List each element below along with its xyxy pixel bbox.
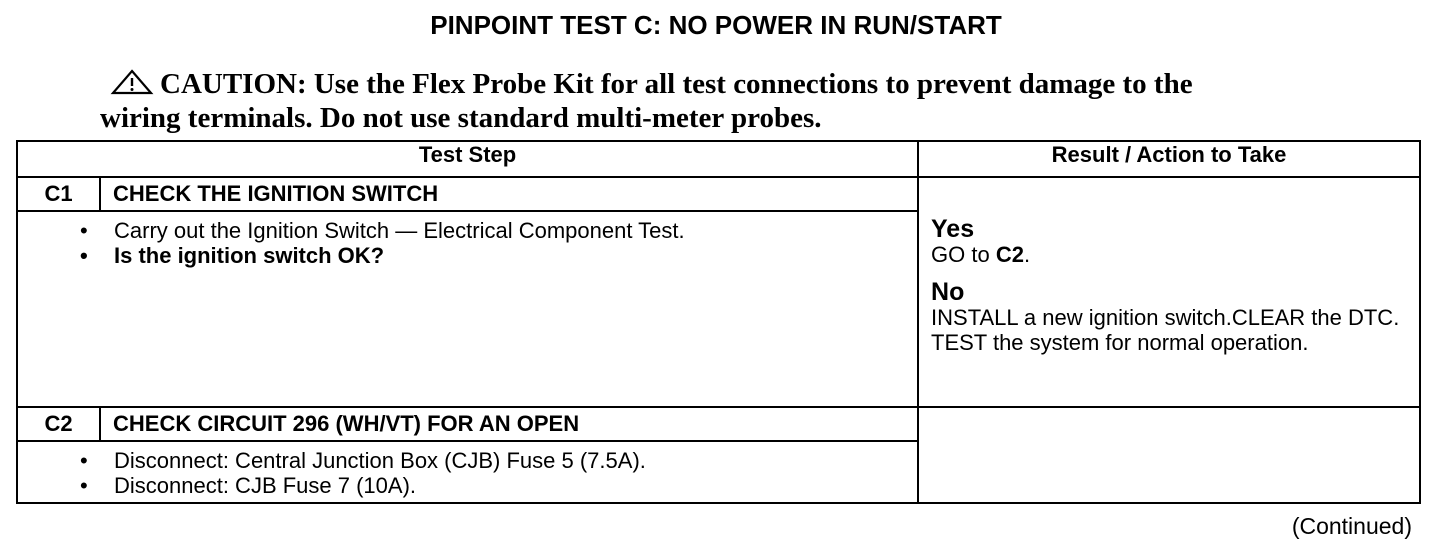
step-row-c2 xyxy=(17,407,1420,441)
no-action: INSTALL a new ignition switch.CLEAR the DTC. TEST the system for normal operation. xyxy=(931,305,1400,355)
bullet-icon: • xyxy=(80,448,88,473)
caution-line-1: CAUTION: Use the Flex Probe Kit for all test connections to prevent damage to the xyxy=(160,68,1193,100)
list-item xyxy=(80,218,917,243)
warning-triangle-icon xyxy=(110,69,154,102)
table-header-row xyxy=(17,141,1420,177)
pinpoint-test-table xyxy=(16,140,1421,504)
step-result-c2 xyxy=(918,407,1420,503)
continued-note: (Continued) xyxy=(1291,513,1412,539)
list-item xyxy=(80,243,917,268)
list-item xyxy=(80,473,917,498)
step-bullets xyxy=(18,442,917,498)
step-body-cell xyxy=(17,441,918,503)
step-name: CHECK CIRCUIT 296 (WH/VT) FOR AN OPEN xyxy=(100,407,918,441)
list-item xyxy=(80,448,917,473)
page-title: PINPOINT TEST C: NO POWER IN RUN/START xyxy=(430,10,1002,40)
caution-line-2: wiring terminals. Do not use standard multi-meter probes. xyxy=(100,102,822,134)
header-result: Result / Action to Take xyxy=(918,141,1420,177)
step-name: CHECK THE IGNITION SWITCH xyxy=(100,177,918,211)
bullet-icon: • xyxy=(80,218,88,243)
bullet-icon: • xyxy=(80,243,88,268)
step-result-c1 xyxy=(918,177,1420,407)
yes-action xyxy=(931,242,1413,267)
yes-label: Yes xyxy=(931,215,975,243)
no-label: No xyxy=(931,278,965,306)
step-id: C2 xyxy=(17,407,100,441)
yes-action-text: GO to xyxy=(931,242,996,267)
yes-action-ref: C2 xyxy=(995,242,1024,267)
bullet-icon: • xyxy=(80,473,88,498)
step-id: C1 xyxy=(17,177,100,211)
bullet-text: Disconnect: CJB Fuse 7 (10A). xyxy=(114,473,417,498)
bullet-text: Carry out the Ignition Switch — Electrical Component Test. xyxy=(114,218,685,243)
step-row-c1 xyxy=(17,177,1420,211)
yes-action-suffix: . xyxy=(1023,242,1031,267)
bullet-text: Disconnect: Central Junction Box (CJB) Fuse 5 (7.5A). xyxy=(114,448,646,473)
bullet-text: Is the ignition switch OK? xyxy=(114,243,385,268)
caution-note xyxy=(100,68,1340,134)
step-bullets xyxy=(18,212,917,268)
step-body-cell xyxy=(17,211,918,407)
header-test-step: Test Step xyxy=(17,141,918,177)
